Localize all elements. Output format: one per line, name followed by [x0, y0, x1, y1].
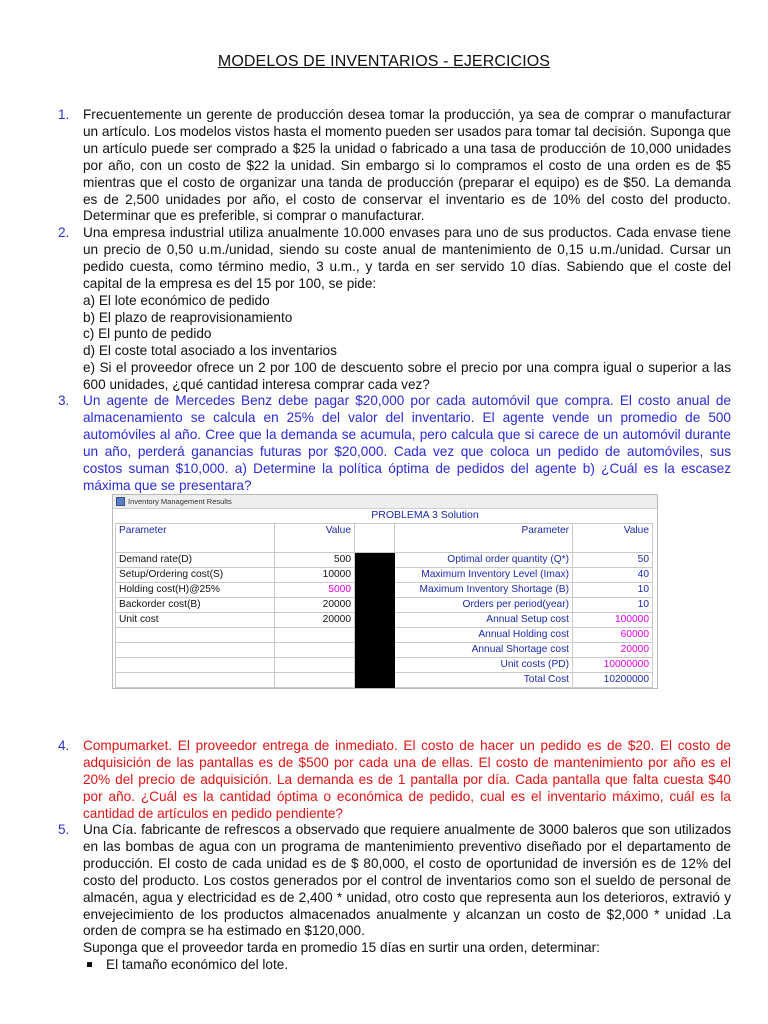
exercise-number: 5.	[58, 822, 70, 837]
exercise-4	[58, 738, 731, 823]
table-cell	[116, 628, 275, 643]
black-cell	[355, 658, 395, 673]
table-row	[116, 658, 653, 673]
window-title: Inventory Management Results	[128, 497, 232, 506]
table-cell: 5000	[275, 583, 355, 598]
table-cell: 500	[275, 553, 355, 568]
table-row	[116, 643, 653, 658]
table-cell: 10	[573, 598, 653, 613]
solution-title: PROBLEMA 3 Solution	[371, 509, 479, 521]
table-row	[116, 553, 653, 568]
table-row	[116, 613, 653, 628]
spacer-cell	[355, 524, 395, 553]
bullet-icon	[87, 962, 92, 967]
column-header: Value	[275, 524, 355, 553]
table-cell	[116, 673, 275, 688]
table-cell	[275, 643, 355, 658]
table-cell	[275, 658, 355, 673]
table-cell: Setup/Ordering cost(S)	[116, 568, 275, 583]
table-cell	[275, 628, 355, 643]
table-cell: Maximum Inventory Level (Imax)	[395, 568, 573, 583]
exercise-text: Una Cía. fabricante de refrescos a observado que requiere anualmente de 3000 baleros que son utilizados en las bombas de agua con un programa de mantenimiento preventivo diseñado por el departamento de producción. El costo de cada unidad es de $ 80,000, el costo de oportunidad de inversión es de 12% del costo del producto. Los costos generados por el control de inventarios como son el sueldo de personal de almacén, agua y electricidad es de 2,400 * unidad, otro costo que representa aun los deterioros, extravió y envejecimiento de los productos almacenados anualmente y alcanzan un costo de $2,000 * unidad .La orden de compra se ha estimado en $120,000.	[83, 822, 731, 939]
window-titlebar	[113, 495, 657, 509]
table-cell: Annual Shortage cost	[395, 643, 573, 658]
table-cell	[116, 658, 275, 673]
black-cell	[355, 643, 395, 658]
list-item: e) Si el proveedor ofrece un 2 por 100 de descuento sobre el precio por una compra igual o superior a las 600 unidades, ¿qué cantidad interesa comprar cada vez?	[83, 360, 731, 393]
exercise-text: Frecuentemente un gerente de producción desea tomar la producción, ya sea de comprar o manufacturar un artículo. Los modelos vistos hasta el momento pueden ser usados para tomar tal decisión. Suponga que un artículo puede ser comprado a $25 la unidad o fabricado a una tasa de producción de 10,000 unidades por año, con un costo de $22 la unidad. Sin embargo si lo compramos el costo de una orden es de $5 mientras que el costo de organizar una tanda de producción (preparar el equipo) es de $50. La demanda es de 2,500 unidades por año, el costo de conservar el inventario es de 10% del costo del producto. Determinar que es preferible, si comprar o manufacturar.	[83, 107, 731, 224]
table-cell: Orders per period(year)	[395, 598, 573, 613]
table-cell: 40	[573, 568, 653, 583]
table-cell: 60000	[573, 628, 653, 643]
table-cell: 20000	[573, 643, 653, 658]
black-cell	[355, 598, 395, 613]
table-row	[116, 598, 653, 613]
black-cell	[355, 628, 395, 643]
list-item: b) El plazo de reaprovisionamiento	[83, 309, 293, 325]
table-cell: 20000	[275, 613, 355, 628]
table-header-row	[116, 524, 653, 553]
inventory-results-window	[112, 494, 658, 689]
exercise-2	[58, 225, 731, 394]
exercise-text: Compumarket. El proveedor entrega de inmediato. El costo de hacer un pedido es de $20. El costo de adquisición de las pantallas es de $500 por cada una de ellas. El costo de mantenimiento por año es el 20% del precio de adquisición. La demanda es de 1 pantalla por día. Cada pantalla que falta cuesta $40 por año. ¿Cuál es la cantidad óptima o económica de pedido, cual es el inventario máximo, cuál es la cantidad de artículos en pedido pendiente?	[83, 738, 731, 821]
black-cell	[355, 568, 395, 583]
table-row	[116, 673, 653, 688]
column-header: Value	[573, 524, 653, 553]
table-cell	[116, 643, 275, 658]
table-cell: 10000	[275, 568, 355, 583]
table-cell: Annual Setup cost	[395, 613, 573, 628]
table-cell: 10	[573, 583, 653, 598]
table-cell: Unit costs (PD)	[395, 658, 573, 673]
list-item: a) El lote económico de pedido	[83, 292, 270, 308]
list-item: d) El coste total asociado a los inventarios	[83, 343, 337, 359]
table-row	[116, 568, 653, 583]
table-cell: Optimal order quantity (Q*)	[395, 553, 573, 568]
black-cell	[355, 673, 395, 688]
table-cell: 20000	[275, 598, 355, 613]
exercise-extra: Suponga que el proveedor tarda en promedio 15 días en surtir una orden, determinar:	[83, 940, 600, 956]
table-cell: Holding cost(H)@25%	[116, 583, 275, 598]
page-title: MODELOS DE INVENTARIOS - EJERCICIOS	[217, 53, 551, 70]
exercise-1	[58, 107, 731, 225]
table-cell: 100000	[573, 613, 653, 628]
table-row	[116, 628, 653, 643]
column-header: Parameter	[395, 524, 573, 553]
exercise-5	[58, 822, 731, 974]
table-cell	[275, 673, 355, 688]
black-cell	[355, 613, 395, 628]
table-cell: Total Cost	[395, 673, 573, 688]
black-cell	[355, 553, 395, 568]
table-cell: Backorder cost(B)	[116, 598, 275, 613]
list-item: c) El punto de pedido	[83, 326, 212, 342]
solution-title-bar	[113, 509, 657, 522]
black-cell	[355, 583, 395, 598]
exercise-text: Una empresa industrial utiliza anualmente 10.000 envases para uno de sus productos. Cada envase tiene un precio de 0,50 u.m./unidad, siendo su coste anual de mantenimiento de 0,15 u.m./unidad. Cursar un pedido cuesta, como término medio, 3 u.m., y tarda en ser servido 10 días. Sabiendo que el coste del capital de la empresa es del 15 por 100, se pide:	[83, 225, 731, 291]
exercise-number: 4.	[58, 738, 70, 753]
table-cell: Annual Holding cost	[395, 628, 573, 643]
exercise-number: 2.	[58, 225, 70, 240]
exercise-text: Un agente de Mercedes Benz debe pagar $20,000 por cada automóvil que compra. El costo anual de almacenamiento se calcula en 25% del valor del inventario. El agente vende un promedio de 500 automóviles al año. Cree que la demanda se acumula, pero calcula que si carece de un automóvil durante un año, perderá ganancias futuras por $20,000. Cada vez que coloca un pedido de automóviles, sus costos suman $10,000. a) Determine la política óptima de pedidos del agente b) ¿Cuál es la escasez máxima que se presentara?	[83, 393, 731, 493]
table-cell: 10200000	[573, 673, 653, 688]
exercise-3	[58, 393, 731, 494]
app-icon	[116, 497, 125, 506]
bullet-item	[83, 957, 731, 974]
results-table	[115, 523, 653, 688]
table-cell: Demand rate(D)	[116, 553, 275, 568]
table-cell: Unit cost	[116, 613, 275, 628]
exercise-number: 1.	[58, 107, 70, 122]
table-cell: 10000000	[573, 658, 653, 673]
table-cell: Maximum Inventory Shortage (B)	[395, 583, 573, 598]
table-row	[116, 583, 653, 598]
exercise-number: 3.	[58, 393, 70, 408]
bullet-text: El tamaño económico del lote.	[106, 957, 289, 973]
column-header: Parameter	[116, 524, 275, 553]
table-cell: 50	[573, 553, 653, 568]
